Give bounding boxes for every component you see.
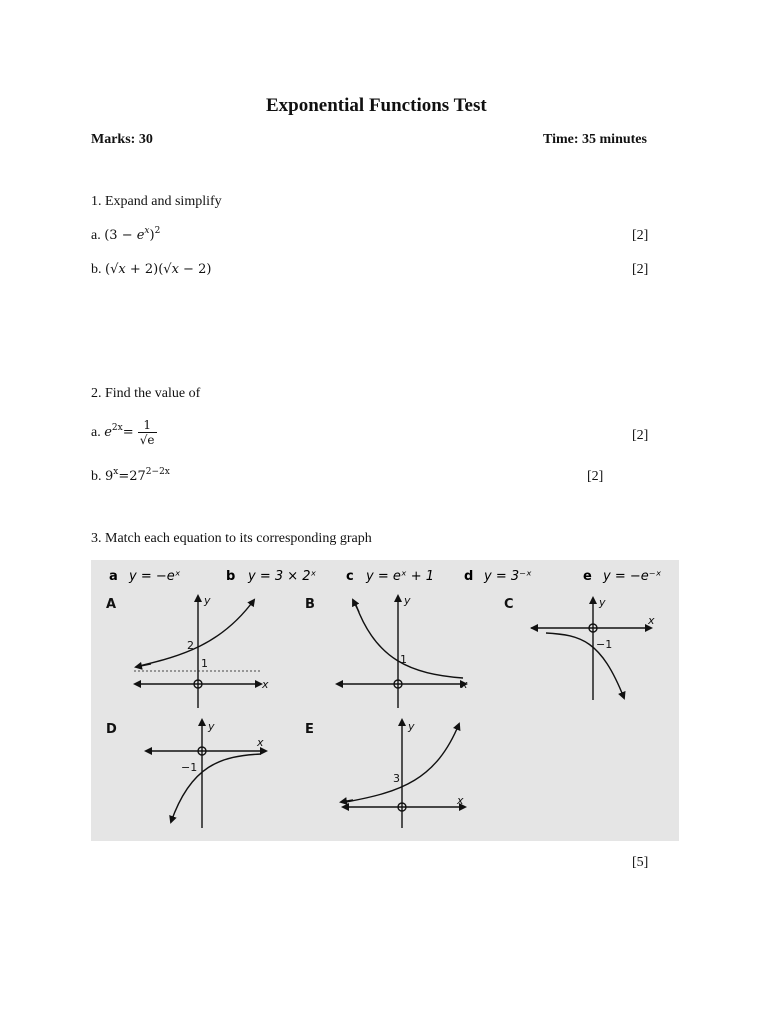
graphs-figure bbox=[91, 560, 679, 841]
graph-d-tick-minus-1: −1 bbox=[181, 761, 198, 774]
graph-e-label: E bbox=[305, 722, 314, 737]
q2b-label: b. bbox=[91, 469, 102, 484]
q1b-mark: [2] bbox=[632, 262, 649, 277]
equation-e bbox=[583, 569, 662, 584]
q1a-label: a. bbox=[91, 228, 101, 243]
graph-c-curve bbox=[546, 633, 624, 698]
graph-c-y-label: y bbox=[599, 596, 606, 609]
graph-a-y-label: y bbox=[204, 594, 211, 607]
graph-b-tick-1: 1 bbox=[400, 653, 407, 666]
graph-d-y-label: y bbox=[208, 720, 215, 733]
equation-d-text: y = 3⁻ˣ bbox=[484, 569, 532, 584]
q2b-expression: $9^x=27^{2-2x}$ bbox=[105, 467, 170, 484]
graph-b-curve bbox=[356, 605, 463, 678]
marks-total: Marks: 30 bbox=[91, 132, 153, 147]
graph-a-tick-1: 1 bbox=[201, 657, 208, 670]
q1b-label: b. bbox=[91, 262, 102, 277]
graph-e-x-label: x bbox=[457, 794, 464, 807]
graph-e-y-label: y bbox=[408, 720, 415, 733]
graph-c-x-label: x bbox=[648, 614, 655, 627]
equation-d bbox=[464, 569, 532, 584]
graph-d-x-label: x bbox=[257, 736, 264, 749]
q2a-fraction: $\frac{1}{√e}$ bbox=[139, 418, 155, 447]
q2b-item bbox=[91, 469, 170, 485]
graph-a-tick-2: 2 bbox=[187, 639, 194, 652]
q1-heading: 1. Expand and simplify bbox=[91, 194, 222, 209]
graph-b-label: B bbox=[305, 597, 315, 612]
q2a-mark: [2] bbox=[632, 428, 649, 443]
equation-b-letter: b bbox=[226, 569, 236, 584]
q1a-mark: [2] bbox=[632, 228, 649, 243]
equation-e-letter: e bbox=[583, 569, 592, 584]
equation-a bbox=[109, 569, 181, 584]
q3-heading: 3. Match each equation to its corresponding graph bbox=[91, 531, 372, 546]
equation-a-text: y = −eˣ bbox=[129, 569, 181, 584]
equation-b-text: y = 3 × 2ˣ bbox=[248, 569, 317, 584]
equation-c-text: y = eˣ + 1 bbox=[366, 569, 435, 584]
q2a-item bbox=[91, 418, 157, 447]
graph-c bbox=[504, 596, 655, 700]
graph-b-y-label: y bbox=[404, 594, 411, 607]
q1a-expression: $(3 - e^x)^2$ bbox=[104, 226, 161, 243]
equation-a-letter: a bbox=[109, 569, 118, 584]
graph-d bbox=[106, 720, 266, 828]
graph-c-tick-minus-1: −1 bbox=[596, 638, 613, 651]
q1b-expression: (√x + 2)(√x − 2) bbox=[105, 262, 212, 277]
graph-a-label: A bbox=[106, 597, 117, 612]
graph-c-label: C bbox=[504, 597, 514, 612]
equation-b bbox=[226, 569, 317, 584]
q3-mark: [5] bbox=[632, 855, 649, 870]
graph-a bbox=[106, 594, 269, 708]
q2a-expression: $e^{2x}=$ $\frac{1}{√e}$ bbox=[104, 418, 155, 447]
q2b-mark: [2] bbox=[587, 469, 604, 484]
graph-b bbox=[305, 594, 468, 708]
graph-e-tick-3: 3 bbox=[393, 772, 400, 785]
equation-c bbox=[346, 569, 434, 584]
equation-c-letter: c bbox=[346, 569, 354, 584]
graph-a-x-label: x bbox=[262, 678, 269, 691]
q1b-item bbox=[91, 262, 211, 278]
graph-d-label: D bbox=[106, 722, 117, 737]
equation-e-text: y = −e⁻ˣ bbox=[603, 569, 662, 584]
graph-a-curve bbox=[139, 600, 254, 666]
time-limit: Time: 35 minutes bbox=[543, 132, 647, 147]
equation-d-letter: d bbox=[464, 569, 474, 584]
q2-heading: 2. Find the value of bbox=[91, 386, 201, 401]
q1a-item bbox=[91, 228, 160, 244]
graph-e bbox=[305, 720, 465, 828]
test-title: Exponential Functions Test bbox=[266, 95, 487, 116]
graph-b-x-label: x bbox=[461, 678, 468, 691]
q2a-label: a. bbox=[91, 425, 101, 440]
